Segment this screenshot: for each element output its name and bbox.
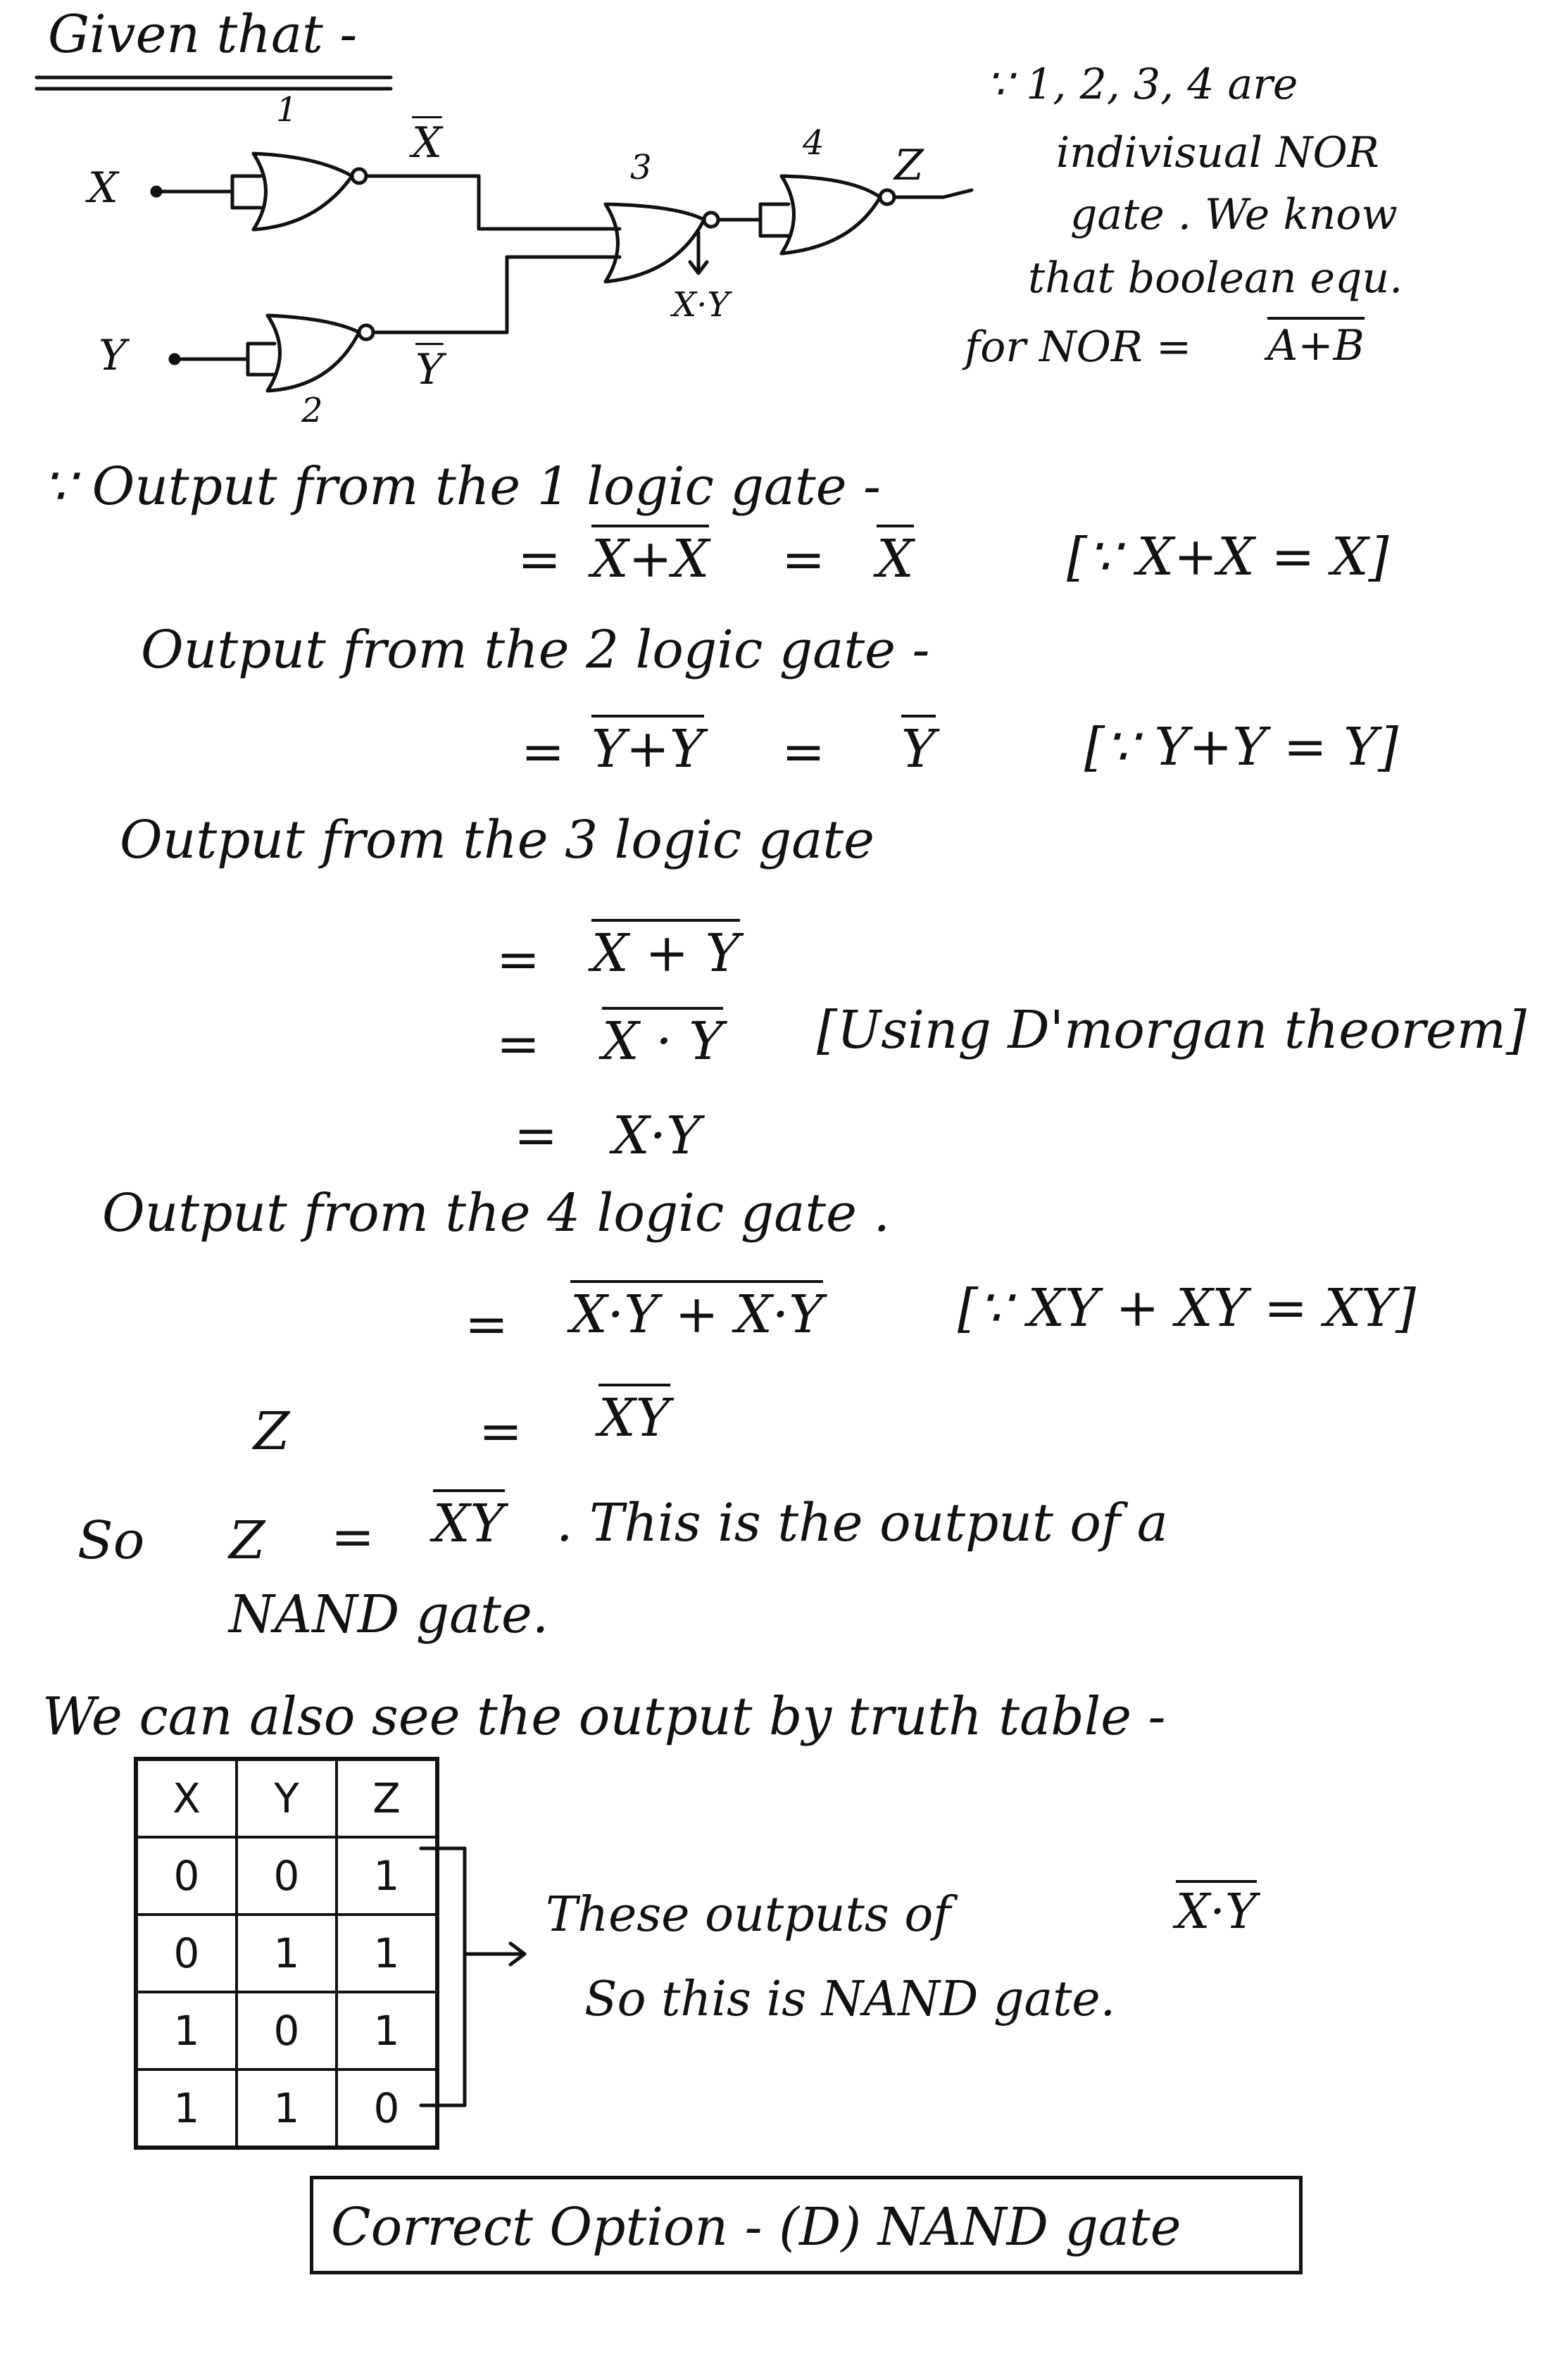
step3-eq2: =	[496, 1014, 541, 1075]
step2-heading: Output from the 2 logic gate -	[141, 620, 930, 680]
step2-eq: =	[521, 722, 565, 782]
ybar-label: $\overline{Y}$	[415, 345, 444, 394]
gate2-label: 2	[301, 391, 323, 430]
step3-eq1: =	[496, 929, 541, 990]
table-cell: 0	[136, 1837, 237, 1915]
table-cell: 1	[337, 1837, 437, 1915]
note-line-3: gate . We know	[1070, 190, 1398, 239]
table-cell: 1	[136, 1992, 237, 2069]
conclusion-z: Z	[229, 1510, 265, 1571]
table-note-expr: X·Y	[1176, 1880, 1257, 1940]
nor-expression: A+B	[1267, 317, 1365, 370]
gate1-label: 1	[276, 90, 298, 130]
table-cell: 1	[337, 1992, 437, 2069]
table-cell: 1	[237, 2069, 337, 2148]
input-x-label: X	[88, 163, 118, 213]
step3-expr1: X + Y	[591, 919, 740, 984]
step4-eq2: =	[479, 1401, 523, 1462]
step3-heading: Output from the 3 logic gate	[120, 810, 874, 870]
step1-heading: ∵ Output from the 1 logic gate -	[42, 456, 882, 517]
table-cell: 0	[237, 1992, 337, 2069]
conclusion-text2: NAND gate.	[229, 1584, 549, 1645]
step1-eq2: =	[782, 530, 826, 590]
step2-result: Y	[901, 715, 936, 779]
step2-expr: Y+Y	[591, 715, 704, 779]
step3-expr3: X·Y	[613, 1106, 701, 1166]
table-cell: 0	[136, 1915, 237, 1992]
step2-note: [∵ Y+Y = Y]	[1084, 717, 1398, 777]
given-heading: Given that -	[48, 4, 358, 65]
step1-expr: X+X	[591, 525, 709, 589]
conclusion-eq: =	[331, 1507, 375, 1567]
conclusion-so: So	[77, 1510, 145, 1571]
table-note-line1: These outputs of	[546, 1887, 951, 1943]
step2-eq2: =	[782, 722, 826, 782]
gate3-label: 3	[630, 148, 652, 187]
table-cell: 0	[337, 2069, 437, 2148]
table-cell: 0	[237, 1837, 337, 1915]
step1-result: X	[877, 525, 914, 589]
step1-note: [∵ X+X = X]	[1067, 527, 1389, 587]
input-y-label: Y	[99, 331, 127, 380]
note-line-5: for NOR =	[965, 322, 1192, 372]
table-note-line2: So this is NAND gate.	[584, 1972, 1116, 2027]
note-line-2: indivisual NOR	[1056, 128, 1379, 177]
header-y: Y	[237, 1759, 337, 1837]
step4-lhs: Z	[253, 1401, 290, 1462]
conclusion-expr: XY	[433, 1489, 505, 1554]
table-cell: 1	[136, 2069, 237, 2148]
step3-eq3: =	[514, 1106, 558, 1166]
header-z: Z	[337, 1759, 437, 1837]
step4-expr1: X·Y + X·Y	[570, 1280, 823, 1345]
output-z-label: Z	[894, 141, 924, 190]
xy-label: X·Y	[672, 285, 730, 325]
table-cell: 1	[337, 1915, 437, 1992]
note-line-4: that boolean equ.	[1028, 253, 1403, 303]
correct-answer: Correct Option - (D) NAND gate	[331, 2197, 1181, 2257]
truth-table-intro: We can also see the output by truth table -	[42, 1686, 1166, 1747]
step3-expr2: X · Y	[602, 1007, 723, 1072]
header-x: X	[136, 1759, 237, 1837]
step1-eq: =	[518, 530, 562, 590]
xbar-label: $\overline{X}$	[412, 118, 442, 168]
gate4-label: 4	[803, 123, 824, 163]
table-cell: 1	[237, 1915, 337, 1992]
step4-expr2: XY	[598, 1384, 670, 1448]
step4-eq1: =	[465, 1294, 509, 1355]
step3-note: [Using D'morgan theorem]	[817, 1000, 1526, 1060]
step4-heading: Output from the 4 logic gate .	[102, 1183, 890, 1244]
conclusion-text: . This is the output of a	[556, 1493, 1168, 1553]
note-line-1: ∵ 1, 2, 3, 4 are	[986, 60, 1298, 109]
step4-note: [∵ XY + XY = XY]	[958, 1278, 1417, 1339]
